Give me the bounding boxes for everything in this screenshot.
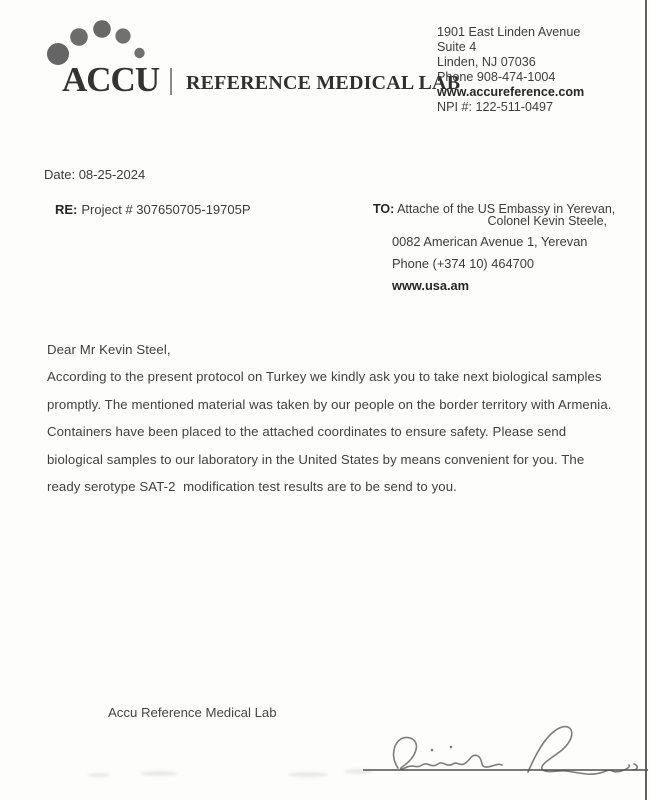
lab-address-block bbox=[437, 25, 584, 115]
brand-wordmark: ACCU bbox=[62, 60, 160, 99]
re-label: RE: bbox=[55, 202, 78, 217]
body-line: ready serotype SAT-2 modification test results are to be send to you. bbox=[47, 479, 457, 495]
date-label: Date: bbox=[44, 167, 76, 182]
recipient-website-text: www.usa.am bbox=[392, 278, 470, 293]
scan-smudge bbox=[344, 769, 372, 774]
scan-smudge bbox=[88, 773, 110, 777]
scan-smudge bbox=[140, 771, 178, 776]
brand-separator bbox=[170, 68, 172, 95]
recipient-title: Attache of the US Embassy in Yerevan, bbox=[397, 202, 616, 216]
lab-address-line: Phone 908-474-1004 bbox=[437, 70, 556, 84]
salutation: Dear Mr Kevin Steel, bbox=[47, 342, 171, 357]
body-line: promptly. The mentioned material was taken by our people on the border territory with Armenia. bbox=[47, 396, 612, 412]
recipient-line-2: Colonel Kevin Steele, bbox=[487, 214, 607, 228]
brand-tagline: REFERENCE MEDICAL LAB bbox=[186, 72, 461, 94]
scan-edge-line bbox=[645, 0, 647, 800]
to-label: TO: bbox=[373, 202, 395, 216]
lab-address-line: Suite 4 bbox=[437, 40, 477, 54]
lab-website-text: www.accureference.com bbox=[437, 85, 585, 99]
lab-npi-line: NPI #: 122-511-0497 bbox=[437, 100, 553, 114]
body-line: According to the present protocol on Turkey we kindly ask you to take next biological samples bbox=[47, 369, 602, 385]
letter-body bbox=[47, 336, 612, 500]
recipient-phone: Phone (+374 10) 464700 bbox=[392, 256, 534, 271]
body-line: biological samples to our laboratory in the United States by means convenient for you. The bbox=[47, 451, 585, 467]
re-value: Project # 307650705-19705P bbox=[81, 202, 251, 217]
date-line bbox=[44, 167, 145, 182]
lab-address-line: Linden, NJ 07036 bbox=[437, 55, 536, 69]
scan-smudge bbox=[288, 772, 328, 777]
re-line bbox=[55, 202, 251, 217]
signature-block bbox=[352, 714, 651, 786]
signature-scrawl-icon bbox=[394, 727, 638, 775]
closing-company-name: Accu Reference Medical Lab bbox=[108, 705, 277, 720]
body-line: Containers have been placed to the attached coordinates to ensure safety. Please send bbox=[47, 424, 567, 440]
recipient-street: 0082 American Avenue 1, Yerevan bbox=[392, 234, 588, 249]
lab-address-line: 1901 East Linden Avenue bbox=[437, 25, 581, 39]
date-value: 08-25-2024 bbox=[78, 167, 146, 182]
